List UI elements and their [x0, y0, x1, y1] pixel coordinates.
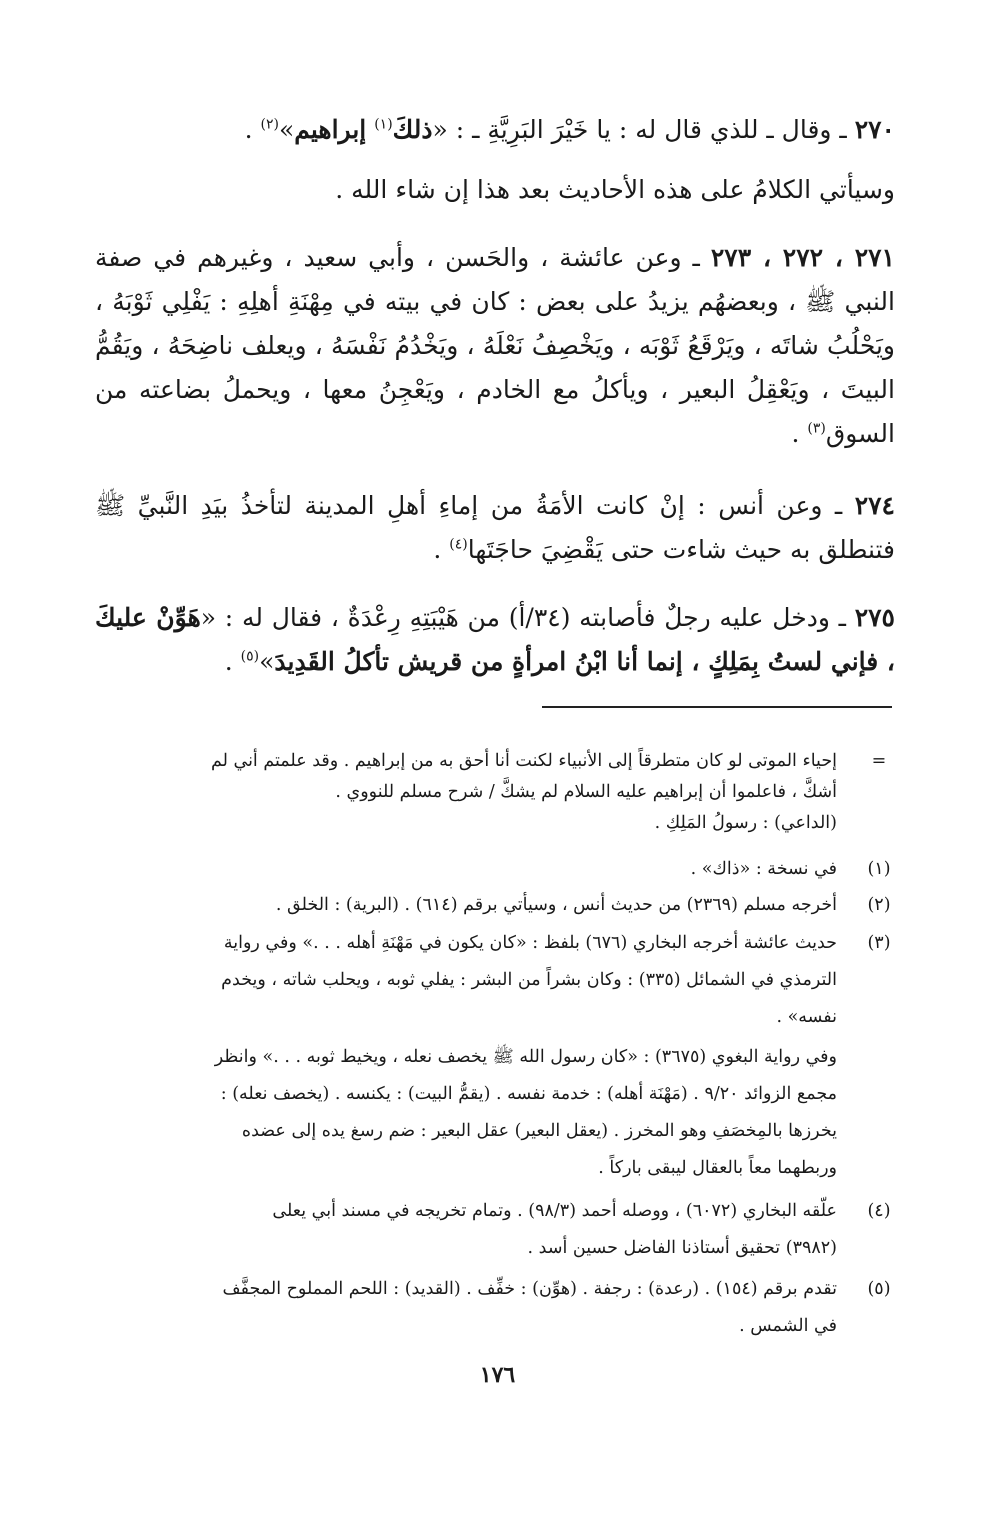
- punctuation: .: [791, 419, 808, 448]
- footnote-line-text: أشكَّ ، فاعلموا أن إبراهيم عليه السلام لم يشكَّ / شرح مسلم للنووي .: [335, 782, 837, 802]
- footnote-line-text: يخرزها بالمِخصَفِ وهو المخرز . (يعقل البعير) عقل البعير : ضم رسغ يده إلى عضده: [241, 1121, 837, 1141]
- footnote-line: [105, 965, 895, 996]
- footnote-3: [105, 928, 895, 959]
- footnote-line: إحياء الموتى لو كان متطرقاً إلى الأنبياء لكنت أنا أحق به من إبراهيم . وقد علمتم أني لم: [210, 751, 837, 771]
- hadith-text: ـ وعن عائشة ، والحَسن ، وأبي سعيد ، وغيرهم في صفة النبي ﷺ ، وبعضهُم يزيدُ على بعض : كان في بيته في مِهْنَةِ أهلِهِ : يَفْلِي ثَوْبَهُ ، ويَحْلُبُ شاتَه ، ويَرْقَعُ ثَوْبَه ، ويَخْصِفُ نَعْلَهُ ، ويَخْدُمُ نَفْسَهُ ، ويعلف ناضِحَهُ ، ويَقُمُّ البيتَ ، ويَعْقِلُ البعير ، ويأكلُ مع الخادم ، ويَعْجِنُ معها ، ويحملُ بضاعته من السوق: [95, 243, 895, 448]
- footnote-line-text: وربطهما معاً بالعقال ليبقى باركاً .: [598, 1158, 837, 1178]
- page-number: ١٧٦: [479, 1362, 516, 1388]
- commentary-paragraph: [95, 168, 895, 212]
- continuation-mark: =: [871, 751, 887, 771]
- quote-text: إبراهيم: [294, 115, 367, 144]
- footnote-ref: (٥): [240, 648, 260, 665]
- footnote-5: [105, 1274, 895, 1305]
- quote-close: »: [259, 647, 275, 676]
- footnote-line-text: وفي رواية البغوي (٣٦٧٥) : «كان رسول الله ﷺ يخصف نعله ، ويخيط ثوبه . . .» وانظر: [214, 1047, 837, 1067]
- footnote-continued: [105, 746, 895, 777]
- footnote-divider: [542, 706, 892, 708]
- quote-text: هَوِّنْ عليكَ ، فإني لستُ بِمَلِكٍ ، إنما أنا ابْنُ امرأةٍ من قريش تأكلُ القَدِيدَ: [95, 603, 895, 676]
- footnote-line-text: مجمع الزوائد ٩/٢٠ . (مَهْنَة أهله) : خدمة نفسه . (يقمُّ البيت) : يكنسه . (يخصف نعله) :: [220, 1084, 837, 1104]
- footnote-line: [105, 1233, 895, 1264]
- footnote-line: [105, 1042, 895, 1073]
- footnote-line: [105, 1153, 895, 1184]
- hadith-270: [95, 108, 895, 152]
- footnote-line: [105, 1079, 895, 1110]
- hadith-275: [95, 596, 895, 684]
- commentary-text: وسيأتي الكلامُ على هذه الأحاديث بعد هذا إن شاء الله .: [335, 175, 895, 204]
- punctuation: .: [244, 115, 261, 144]
- hadith-number: ٢٧١ ، ٢٧٢ ، ٢٧٣: [710, 243, 895, 272]
- quote-text: ذلكَ: [392, 115, 433, 144]
- hadith-number: ٢٧٥: [854, 603, 895, 632]
- quote-close: »: [278, 115, 295, 144]
- footnote-line-text: (٣٩٨٢) تحقيق أستاذنا الفاضل حسين أسد .: [527, 1238, 837, 1258]
- footnote-1: [105, 854, 895, 885]
- footnote-mark: (٥): [867, 1279, 891, 1299]
- footnote-line: [105, 777, 895, 808]
- footnote-line: [105, 808, 895, 839]
- footnote-line: [105, 1311, 895, 1342]
- hadith-text: ـ ودخل عليه رجلٌ فأصابته (٣٤/أ) من هَيْبَتِهِ رِعْدَةٌ ، فقال له : «: [200, 603, 855, 632]
- hadith-text: ـ وقال ـ للذي قال له : يا خَيْرَ البَرِيَّةِ ـ : «: [432, 115, 847, 144]
- footnote-line-text: حديث عائشة أخرجه البخاري (٦٧٦) بلفظ : «كان يكون في مَهْنَةِ أهله . . .» وفي رواية: [223, 933, 837, 953]
- footnote-line-text: أخرجه مسلم (٢٣٦٩) من حديث أنس ، وسيأتي برقم (٦١٤) . (البرية) : الخلق .: [275, 895, 837, 915]
- footnote-mark: (٤): [867, 1201, 891, 1221]
- footnote-line-text: (الداعي) : رسولُ المَلِكِ .: [654, 813, 837, 833]
- footnote-line-text: في الشمس .: [739, 1316, 837, 1336]
- footnote-line-text: تقدم برقم (١٥٤) . (رعدة) : رجفة . (هوِّن) : خفِّف . (القديد) : اللحم المملوح المجفَّف: [222, 1279, 837, 1299]
- footnote-ref: (٢): [260, 116, 279, 133]
- footnote-mark: (٣): [867, 933, 891, 953]
- hadith-274: [95, 484, 895, 572]
- hadith-number: ٢٧٤: [854, 491, 895, 520]
- hadith-number: ٢٧٠: [854, 115, 895, 144]
- footnote-line: [105, 1002, 895, 1033]
- footnote-ref: (١): [374, 116, 393, 133]
- punctuation: .: [224, 647, 241, 676]
- footnote-line-text: الترمذي في الشمائل (٣٣٥) : وكان بشراً من البشر : يفلي ثوبه ، ويحلب شاته ، ويخدم: [221, 970, 837, 990]
- footnote-line-text: في نسخة : «ذاك» .: [690, 859, 837, 879]
- hadith-text: ـ وعن أنس : إنْ كانت الأمَةُ من إماءِ أهلِ المدينة لتأخذُ بيَدِ النَّبيِّ ﷺ فتنطلق به حيث شاءت حتى يَقْضِيَ حاجَتَها: [95, 491, 895, 564]
- footnote-4: [105, 1196, 895, 1227]
- footnote-line-text: نفسه» .: [776, 1007, 837, 1027]
- hadith-271-273: [95, 236, 895, 456]
- footnote-2: [105, 890, 895, 921]
- footnote-mark: (٢): [867, 895, 891, 915]
- footnote-line: [105, 1116, 895, 1147]
- punctuation: .: [433, 535, 450, 564]
- footnote-ref: (٣): [807, 420, 826, 437]
- footnote-line-text: علّقه البخاري (٦٠٧٢) ، ووصله أحمد (٩٨/٣) . وتمام تخريجه في مسند أبي يعلى: [272, 1201, 837, 1221]
- footnote-mark: (١): [867, 859, 891, 879]
- footnote-ref: (٤): [449, 536, 468, 553]
